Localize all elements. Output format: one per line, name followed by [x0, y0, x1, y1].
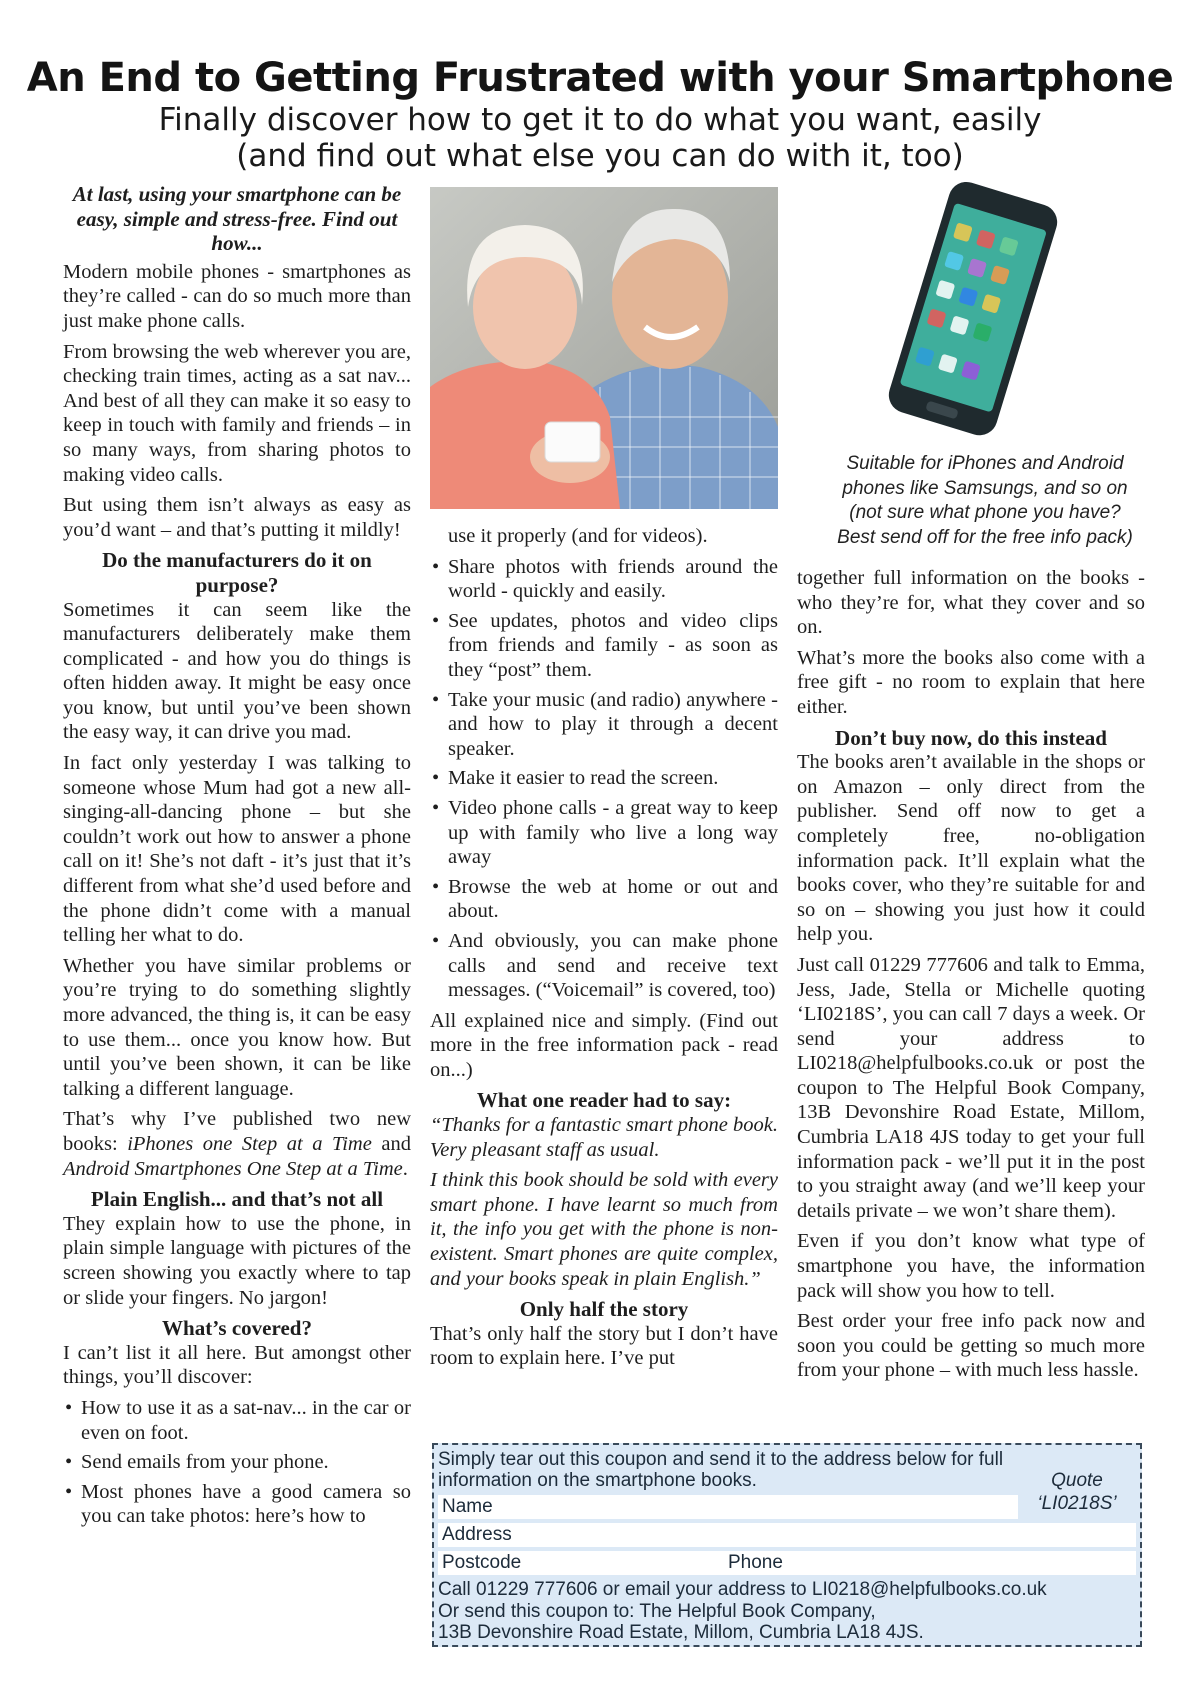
- coupon-footer-line: Or send this coupon to: The Helpful Book Company,: [438, 1600, 876, 1622]
- order-coupon: [432, 1443, 1142, 1647]
- caption-line: phones like Samsungs, and so on: [842, 477, 1128, 499]
- quote-label: Quote: [1051, 1470, 1103, 1491]
- paragraph: That’s only half the story but I don’t have room to explain here. I’ve put: [430, 1322, 778, 1370]
- paragraph: The books aren’t available in the shops or on Amazon – only direct from the publisher. Send off now to get a completely free, no-obligation information pack. It’ll explain what the books cover, who they’re suitable for and so on – showing you just how it could help you.: [797, 751, 1145, 946]
- subheadline-line-1: Finally discover how to get it to do what you want, easily: [158, 102, 1042, 138]
- list-item: • Most phones have a good camera so you can take photos: here’s how to: [65, 1480, 411, 1528]
- text: and: [371, 1132, 411, 1155]
- name-label: Name: [442, 1496, 493, 1517]
- paragraph: From browsing the web wherever you are, checking train times, acting as a sat nav... And best of all they can make it so easy to keep in touch with family and friends – in so many ways, from sharing photos to making video calls.: [63, 340, 411, 486]
- list-item: • Make it easier to read the screen.: [432, 767, 719, 790]
- list-item: • Share photos with friends around the world - quickly and easily.: [432, 555, 778, 603]
- list-item: • Take your music (and radio) anywhere - and how to play it through a decent speaker.: [432, 688, 778, 760]
- postcode-phone-row: [438, 1551, 1136, 1575]
- paragraph: Even if you don’t know what type of smartphone you have, the information pack will show you how to tell.: [797, 1230, 1145, 1302]
- book-title: iPhones one Step at a Time: [127, 1132, 372, 1155]
- coupon-footer-line: 13B Devonshire Road Estate, Millom, Cumbria LA18 4JS.: [438, 1622, 924, 1643]
- text: That’s why I’ve published two new books:: [63, 1108, 411, 1155]
- section-heading: Plain English... and that’s not all: [90, 1187, 384, 1212]
- list-item: • See updates, photos and video clips from friends and family - as soon as they “post” them.: [432, 609, 778, 681]
- paragraph: Whether you have similar problems or you’re trying to do something slightly more advanced, the thing is, it can be easy to use them... once you know how. But until you’ve been shown, it can be like talking a different language.: [63, 954, 411, 1100]
- phone-label: Phone: [728, 1552, 783, 1573]
- postcode-field[interactable]: [442, 1551, 728, 1575]
- paragraph: Modern mobile phones - smartphones as they’re called - can do so much more than just make phone calls.: [63, 260, 411, 332]
- section-heading: Don’t buy now, do this instead: [835, 725, 1107, 750]
- list-item: • Video phone calls - a great way to keep up with family who live a long way away: [432, 796, 778, 869]
- list-item: • Send emails from your phone.: [65, 1451, 329, 1474]
- phone-field[interactable]: [728, 1552, 783, 1573]
- headline: An End to Getting Frustrated with your Smartphone: [26, 55, 1174, 101]
- smartphone-image: [855, 180, 1085, 450]
- name-field[interactable]: [438, 1495, 1018, 1519]
- left-column: [63, 182, 411, 1535]
- caption-line: Suitable for iPhones and Android: [846, 453, 1124, 474]
- paragraph: Sometimes it can seem like the manufacturers deliberately make them complicated - and how you do things is often hidden away. It might be easy once you know, but until you’ve been shown the easy way, it can drive you mad.: [63, 598, 411, 744]
- couple-photo-illustration: [430, 187, 778, 509]
- coupon-footer-line: Call 01229 777606 or email your address to LI0218@helpfulbooks.co.uk: [438, 1579, 1047, 1600]
- coupon-intro-line: information on the smartphone books.: [438, 1470, 757, 1491]
- book-title: Android Smartphones One Step at a Time: [63, 1157, 403, 1180]
- address-label: Address: [442, 1524, 512, 1545]
- paragraph: [63, 1107, 411, 1181]
- bullet-list: [63, 1396, 411, 1529]
- section-heading: Only half the story: [519, 1297, 689, 1322]
- paragraph: use it properly (and for videos).: [448, 525, 708, 547]
- coupon-intro-line: Simply tear out this coupon and send it to the address below for full: [438, 1449, 1004, 1470]
- subheadline-line-2: (and find out what else you can do with it, too): [236, 138, 964, 174]
- paragraph: They explain how to use the phone, in plain simple language with pictures of the screen showing you exactly where to tap or slide your fingers. No jargon!: [63, 1212, 411, 1309]
- section-heading: Do the manufacturers do it on purpose?: [102, 548, 372, 597]
- paragraph: In fact only yesterday I was talking to someone whose Mum had got a new all-singing-all-dancing phone – but she couldn’t work out how to answer a phone call on it! She’s not daft - it’s just that it’s different from what she’d used before and the phone didn’t come with a manual telling her what to do.: [63, 752, 411, 947]
- paragraph: Just call 01229 777606 and talk to Emma, Jess, Jade, Stella or Michelle quoting ‘LI0218S’, you can call 7 days a week. Or send your address to LI0218@helpfulbooks.co.uk or post the coupon to The Helpful Book Company, 13B Devonshire Road Estate, Millom, Cumbria LA18 4JS today to get your full information pack - we’ll put it in the post to you straight away (and we’ll keep your details private – we won’t share them).: [797, 953, 1145, 1222]
- paragraph: All explained nice and simply. (Find out more in the free information pack - read on...): [430, 1009, 778, 1081]
- lead-text: At last, using your smartphone can be easy, simple and stress-free. Find out how...: [72, 182, 402, 256]
- list-item: • Browse the web at home or out and about.: [432, 875, 778, 923]
- address-field[interactable]: [438, 1523, 1136, 1547]
- list-item: • And obviously, you can make phone calls and send and receive text messages. (“Voicemail” is covered, too): [432, 929, 778, 1002]
- couple-photo: [430, 187, 778, 509]
- text: .: [402, 1157, 408, 1180]
- quote-code-value: ‘LI0218S’: [1037, 1493, 1117, 1514]
- phone-caption: [790, 452, 1180, 550]
- testimonial: “Thanks for a fantastic smart phone book. Very pleasant staff as usual.: [430, 1114, 778, 1161]
- right-column: [797, 566, 1145, 1389]
- section-heading: What’s covered?: [162, 1316, 312, 1341]
- caption-line: (not sure what phone you have?: [849, 502, 1121, 523]
- section-heading: What one reader had to say:: [476, 1088, 732, 1113]
- quote-code: [1022, 1469, 1132, 1515]
- middle-column: [430, 524, 778, 1377]
- coupon-footer: [438, 1579, 1136, 1644]
- smartphone-illustration: [855, 180, 1085, 450]
- paragraph: What’s more the books also come with a free gift - no room to explain that here either.: [797, 646, 1145, 718]
- paragraph: together full information on the books - who they’re for, what they cover and so on.: [797, 567, 1145, 639]
- list-item: • How to use it as a sat-nav... in the car or even on foot.: [65, 1396, 411, 1444]
- caption-line: Best send off for the free info pack): [837, 526, 1133, 548]
- paragraph: Best order your free info pack now and soon you could be getting so much more from your phone – with much less hassle.: [797, 1310, 1145, 1382]
- paragraph: But using them isn’t always as easy as you’d want – and that’s putting it mildly!: [63, 494, 411, 541]
- bullet-list: [430, 555, 778, 1003]
- paragraph: I can’t list it all here. But amongst other things, you’ll discover:: [63, 1341, 411, 1389]
- postcode-label: Postcode: [442, 1552, 522, 1573]
- testimonial: I think this book should be sold with every smart phone. I have learnt so much from it, the info you get with the phone is non-existent. Smart phones are quite complex, and your books speak in plain English.”: [430, 1169, 778, 1290]
